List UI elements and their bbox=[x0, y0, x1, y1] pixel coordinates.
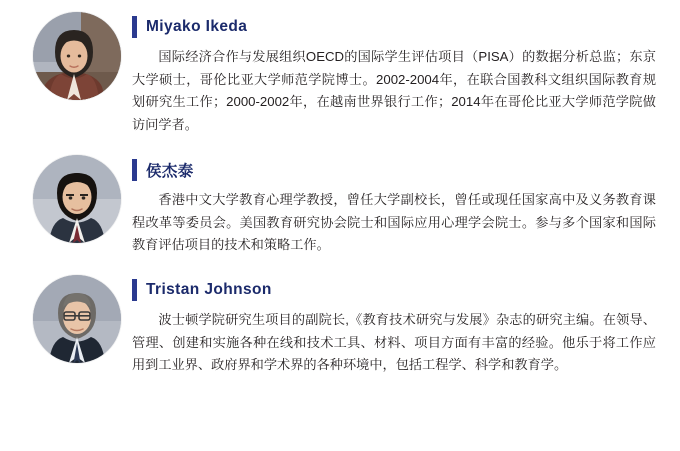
portrait-miyako-ikeda-icon bbox=[33, 12, 121, 100]
profile-name-bar bbox=[132, 14, 662, 40]
profile-bio: 香港中文大学教育心理学教授，曾任大学副校长，曾任或现任国家高中及义务教育课程改革等委员会。美国教育研究协会院士和国际应用心理学会院士。参与多个国家和国际教育评估项目的技术和策略工作。 bbox=[132, 191, 656, 253]
profile-name: Tristan Johnson bbox=[146, 280, 272, 298]
profile-name: 侯杰泰 bbox=[146, 162, 194, 180]
avatar-container bbox=[22, 10, 132, 100]
avatar-container bbox=[22, 153, 132, 243]
portrait-tristan-johnson-icon bbox=[33, 275, 121, 363]
accent-bar bbox=[132, 16, 137, 38]
profile-bio: 国际经济合作与发展组织OECD的国际学生评估项目（PISA）的数据分析总监；东京大学硕士，哥伦比亚大学师范学院博士。2002-2004年，在联合国教科文组织国际教育规划研究生工作；2000-2002年，在越南世界银行工作；2014年在哥伦比亚大学师范学院做访问学者。 bbox=[132, 49, 656, 133]
portrait-hou-jietai-icon bbox=[33, 155, 121, 243]
profile-name-bar bbox=[132, 157, 662, 183]
profile-content bbox=[132, 273, 662, 377]
profile-card bbox=[22, 273, 662, 377]
avatar-container bbox=[22, 273, 132, 363]
accent-bar bbox=[132, 279, 137, 301]
profile-bio: 波士顿学院研究生项目的副院长,《教育技术研究与发展》杂志的研究主编。在领导、管理、创建和实施各种在线和技术工具、材料、项目方面有丰富的经验。他乐于将工作应用到工业界、政府界和学术界的各种环境中，包括工程学、科学和教育学。 bbox=[132, 311, 656, 373]
profile-card bbox=[22, 153, 662, 257]
profile-name: Miyako Ikeda bbox=[146, 18, 248, 35]
profile-name-bar bbox=[132, 277, 662, 303]
profile-content bbox=[132, 10, 662, 137]
profile-card bbox=[22, 10, 662, 137]
accent-bar bbox=[132, 159, 137, 181]
profile-content bbox=[132, 153, 662, 257]
